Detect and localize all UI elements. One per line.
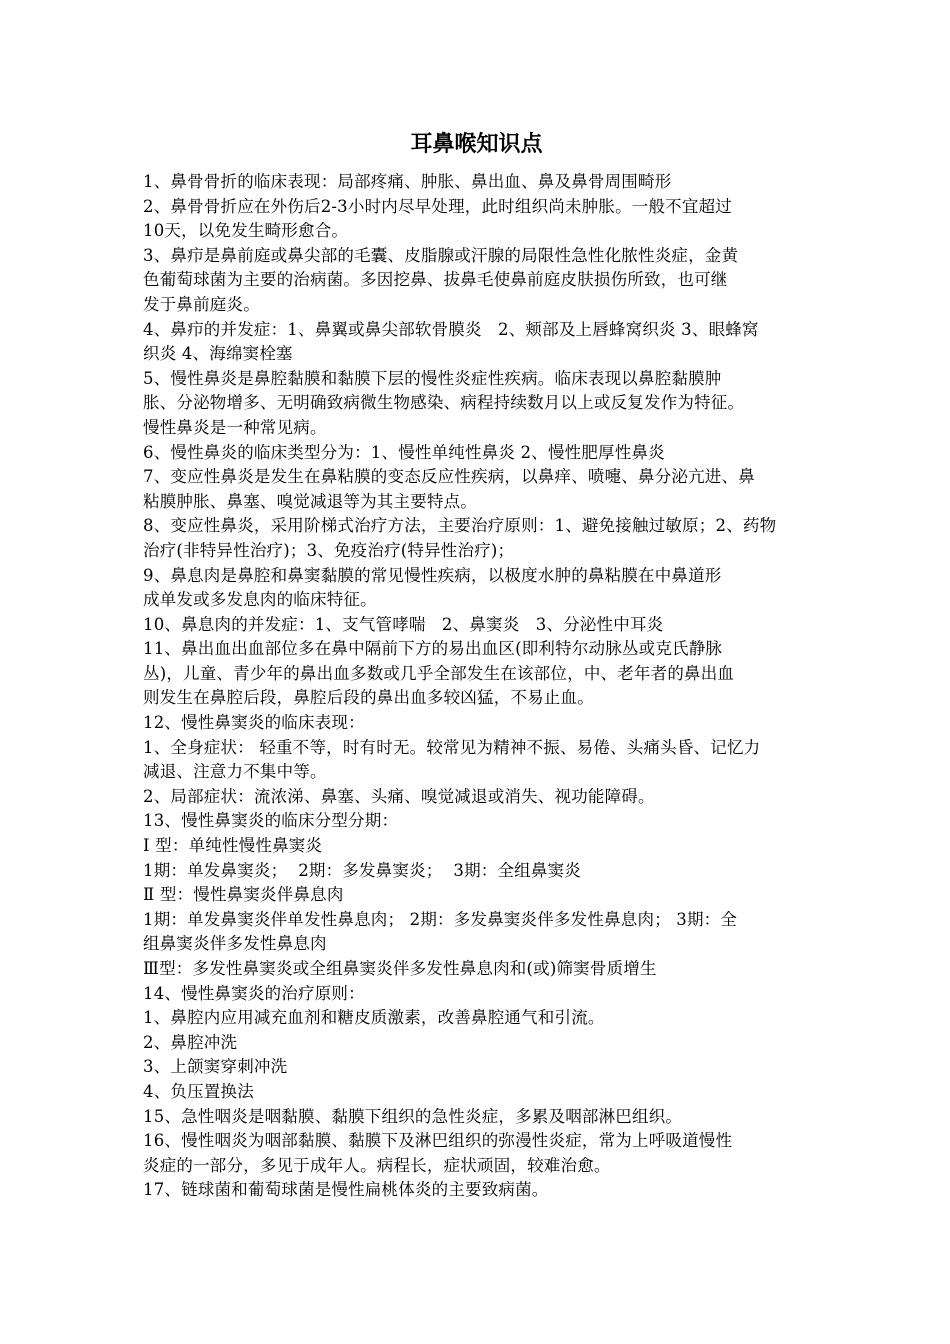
text-line: 1期：单发鼻窦炎； 2期：多发鼻窦炎； 3期：全组鼻窦炎 [143,860,581,880]
text-line: 12、慢性鼻窦炎的临床表现： [143,713,365,733]
text-line: 组鼻窦炎伴多发性鼻息肉 [143,934,327,954]
text-line: 10天，以免发生畸形愈合。 [143,221,349,241]
text-line: 7、变应性鼻炎是发生在鼻粘膜的变态反应性疾病，以鼻痒、喷嚏、鼻分泌亢进、鼻 [143,467,755,487]
text-line: 1、鼻骨骨折的临床表现：局部疼痛、肿胀、鼻出血、鼻及鼻骨周围畸形 [143,172,672,191]
text-line: Ⅱ 型：慢性鼻窦炎伴鼻息肉 [143,885,344,905]
text-line: Ⅰ 型：单纯性慢性鼻窦炎 [143,836,323,856]
text-line: 2、鼻腔冲洗 [143,1032,238,1052]
text-line: 2、局部症状：流浓涕、鼻塞、头痛、嗅觉减退或消失、视功能障碍。 [143,786,655,806]
text-line: 16、慢性咽炎为咽部黏膜、黏膜下及淋巴组织的弥漫性炎症，常为上呼吸道慢性 [143,1131,733,1151]
text-line: 减退、注意力不集中等。 [143,762,327,782]
text-line: 1、鼻腔内应用减充血剂和糖皮质激素，改善鼻腔通气和引流。 [143,1008,605,1028]
text-line: 治疗(非特异性治疗)；3、免疫治疗(特异性治疗)； [143,540,515,560]
text-line: 6、慢性鼻炎的临床类型分为：1、慢性单纯性鼻炎 2、慢性肥厚性鼻炎 [143,442,665,462]
text-line: 3、鼻疖是鼻前庭或鼻尖部的毛囊、皮脂腺或汗腺的局限性急性化脓性炎症，金黄 [143,245,739,265]
text-line: 10、鼻息肉的并发症：1、支气管哮喘 2、鼻窦炎 3、分泌性中耳炎 [143,614,664,634]
text-line: 1、全身症状： 轻重不等，时有时无。较常见为精神不振、易倦、头痛头昏、记忆力 [143,737,761,757]
text-line: 2、鼻骨骨折应在外伤后2-3小时内尽早处理，此时组织尚未肿胀。一般不宜超过 [143,196,732,216]
text-line: 11、鼻出血出血部位多在鼻中隔前下方的易出血区(即利特尔动脉丛或克氏静脉 [143,639,723,659]
text-line: Ⅲ型：多发性鼻窦炎或全组鼻窦炎伴多发性鼻息肉和(或)筛窦骨质增生 [143,959,657,978]
text-line: 织炎 4、海绵窦栓塞 [143,344,293,364]
text-line: 成单发或多发息肉的临床特征。 [143,590,377,610]
text-line: 色葡萄球菌为主要的治病菌。多因挖鼻、拔鼻毛使鼻前庭皮肤损伤所致，也可继 [143,270,728,290]
text-line: 丛)，儿童、青少年的鼻出血多数或几乎全部发生在该部位，中、老年者的鼻出血 [143,663,735,683]
text-line: 发于鼻前庭炎。 [143,294,260,314]
text-line: 胀、分泌物增多、无明确致病微生物感染、病程持续数月以上或反复发作为特征。 [143,393,745,413]
text-line: 4、鼻疖的并发症：1、鼻翼或鼻尖部软骨膜炎 2、颊部及上唇蜂窝织炎 3、眼蜂窝 [143,319,759,339]
text-line: 3、上颌窦穿刺冲洗 [143,1057,288,1077]
document-title: 耳鼻喉知识点 [410,132,543,157]
text-line: 5、慢性鼻炎是鼻腔黏膜和黏膜下层的慢性炎症性疾病。临床表现以鼻腔黏膜肿 [143,368,722,388]
text-line: 9、鼻息肉是鼻腔和鼻窦黏膜的常见慢性疾病，以极度水肿的鼻粘膜在中鼻道形 [143,565,722,585]
text-line: 慢性鼻炎是一种常见病。 [143,417,327,437]
document-body [143,170,810,1203]
text-line: 13、慢性鼻窦炎的临床分型分期： [143,811,399,831]
text-line: 8、变应性鼻炎，采用阶梯式治疗方法，主要治疗原则：1、避免接触过敏原；2、药物 [143,516,777,536]
text-line: 17、链球菌和葡萄球菌是慢性扁桃体炎的主要致病菌。 [143,1180,549,1200]
text-line: 1期：单发鼻窦炎伴单发性鼻息肉； 2期：多发鼻窦炎伴多发性鼻息肉； 3期：全 [143,909,738,929]
text-line: 则发生在鼻腔后段，鼻腔后段的鼻出血多较凶猛，不易止血。 [143,688,594,708]
text-line: 炎症的一部分，多见于成年人。病程长，症状顽固，较难治愈。 [143,1155,611,1175]
text-line: 14、慢性鼻窦炎的治疗原则： [143,983,365,1003]
text-line: 粘膜肿胀、鼻塞、嗅觉减退等为其主要特点。 [143,491,477,511]
text-line: 15、急性咽炎是咽黏膜、黏膜下组织的急性炎症，多累及咽部淋巴组织。 [143,1106,683,1126]
text-line: 4、负压置换法 [143,1081,254,1101]
